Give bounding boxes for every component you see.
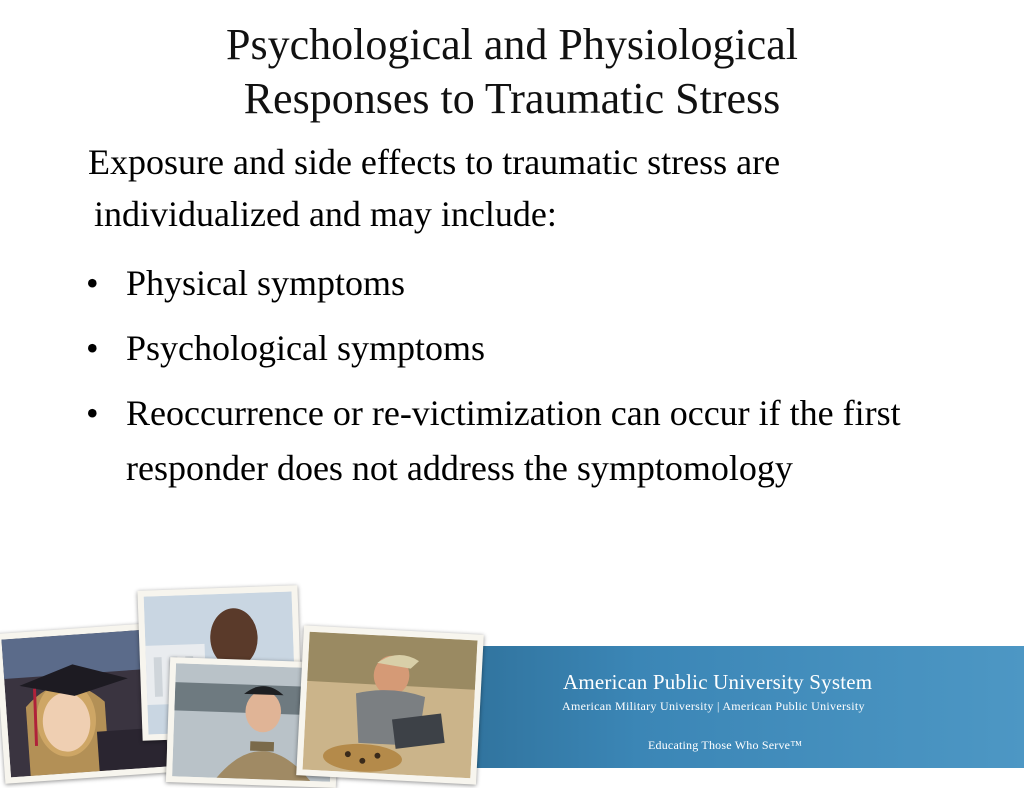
brand-tagline: Educating Those Who Serve™	[648, 738, 803, 752]
man-laptop-photo	[296, 625, 484, 784]
bullet-text: Reoccurrence or re-victimization can occur if the first responder does not address the symptomology	[126, 393, 901, 488]
slide-title	[0, 18, 1024, 126]
title-line-1: Psychological and Physiological	[226, 20, 798, 69]
brand-name: American Public University System	[563, 670, 873, 694]
bullet-list	[86, 256, 966, 506]
intro-line-1: Exposure and side effects to traumatic stress are	[88, 142, 781, 182]
footer-banner	[0, 578, 1024, 768]
bullet-item	[86, 321, 966, 376]
bullet-icon: •	[86, 328, 99, 368]
bullet-icon: •	[86, 393, 99, 433]
bullet-text: Physical symptoms	[126, 263, 406, 303]
bullet-text: Psychological symptoms	[126, 328, 485, 368]
intro-line-2: individualized and may include:	[94, 194, 557, 234]
bullet-item	[86, 386, 966, 496]
bullet-icon: •	[86, 263, 99, 303]
title-line-2: Responses to Traumatic Stress	[243, 74, 781, 123]
brand-subtitle: American Military University | American Public University	[562, 699, 865, 713]
bullet-item	[86, 256, 966, 311]
intro-text	[88, 136, 988, 240]
